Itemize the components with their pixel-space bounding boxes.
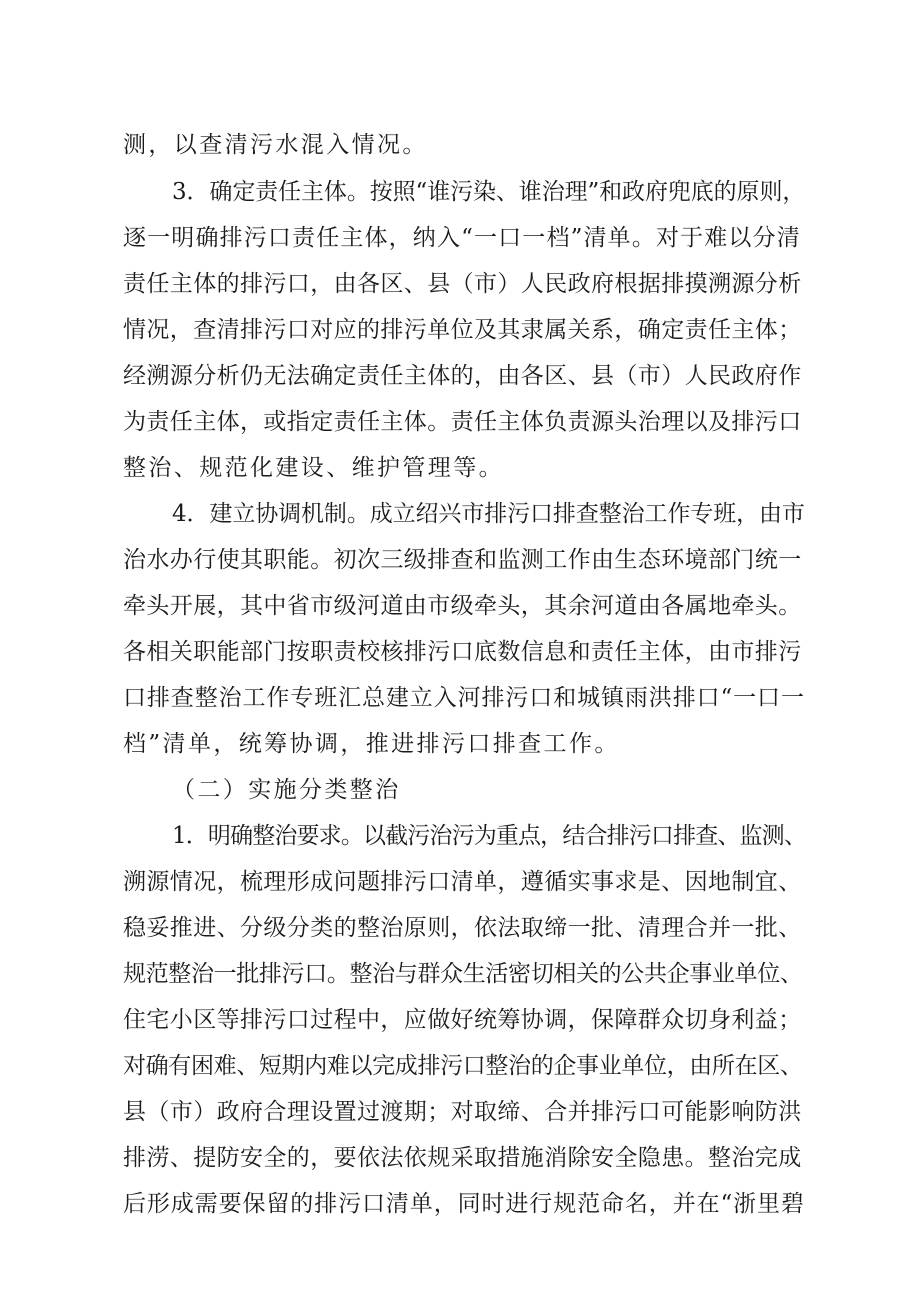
text-line: 规范整治一批排污口。整治与群众生活密切相关的公共企事业单位、: [123, 961, 803, 987]
text-line: 溯源情况，梳理形成问题排污口清单，遵循实事求是、因地制宜、: [123, 869, 802, 895]
text-line: 后形成需要保留的排污口清单，同时进行规范命名，并在“浙里碧: [123, 1191, 805, 1217]
text-line: 档”清单，统筹协调，推进排污口排查工作。: [123, 731, 620, 757]
paragraph-start-line: 4．建立协调机制。成立绍兴市排污口排查整治工作专班，由市: [172, 501, 805, 527]
text-line: 各相关职能部门按职责校核排污口底数信息和责任主体，由市排污: [123, 639, 802, 665]
text-line: 治水办行使其职能。初次三级排查和监测工作由生态环境部门统一: [123, 547, 802, 573]
text-line: 稳妥推进、分级分类的整治原则，依法取缔一批、清理合并一批、: [123, 915, 802, 941]
text-line: 住宅小区等排污口过程中，应做好统筹协调，保障群众切身利益；: [123, 1007, 802, 1033]
text-line: 整治、规范化建设、维护管理等。: [123, 455, 504, 481]
text-line: 情况，查清排污口对应的排污单位及其隶属关系，确定责任主体；: [123, 317, 802, 343]
text-line: 责任主体的排污口，由各区、县（市）人民政府根据排摸溯源分析: [123, 271, 802, 297]
text-line: 排涝、提防安全的，要依法依规采取措施消除安全隐患。整治完成: [123, 1145, 802, 1171]
text-line: 对确有困难、短期内难以完成排污口整治的企事业单位，由所在区、: [123, 1053, 803, 1079]
text-line: 测，以查清污水混入情况。: [123, 132, 428, 158]
text-line: 牵头开展，其中省市级河道由市级牵头，其余河道由各属地牵头。: [123, 593, 802, 619]
section-heading: （二）实施分类整治: [172, 777, 401, 803]
text-line: 为责任主体，或指定责任主体。责任主体负责源头治理以及排污口: [123, 409, 802, 435]
text-line: 口排查整治工作专班汇总建立入河排污口和城镇雨洪排口“一口一: [123, 685, 805, 711]
paragraph-start-line: 3．确定责任主体。按照“谁污染、谁治理”和政府兜底的原则，: [172, 179, 806, 205]
text-line: 经溯源分析仍无法确定责任主体的，由各区、县（市）人民政府作: [123, 363, 802, 389]
text-line: 县（市）政府合理设置过渡期；对取缔、合并排污口可能影响防洪: [123, 1099, 802, 1125]
text-line: 逐一明确排污口责任主体，纳入“一口一档”清单。对于难以分清: [123, 225, 801, 251]
paragraph-start-line: 1．明确整治要求。以截污治污为重点，结合排污口排查、监测、: [172, 823, 806, 849]
